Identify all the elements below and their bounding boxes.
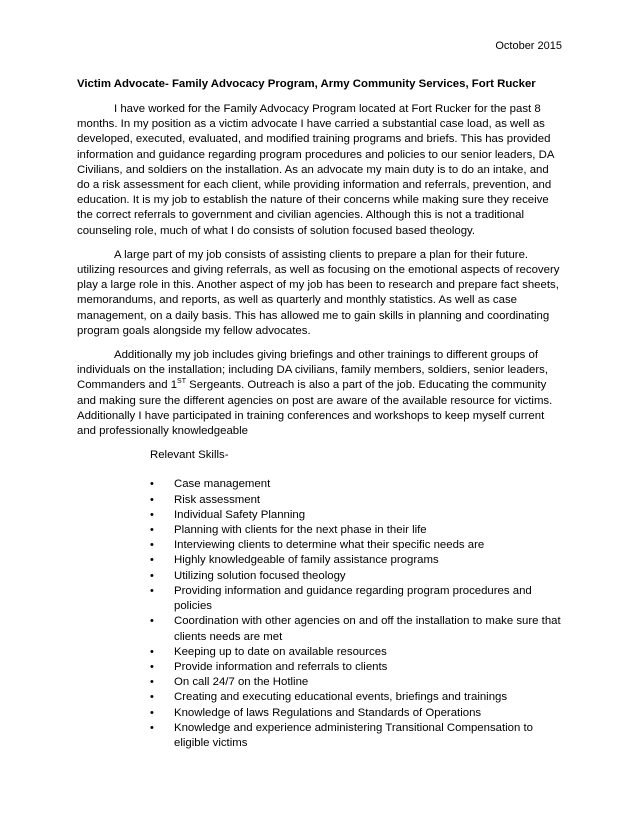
- date-header: October 2015: [495, 40, 562, 52]
- bullet-icon: •: [150, 660, 154, 673]
- paragraph-briefings-part1: Additionally my job includes giving briefings and other trainings to different groups of individuals on the installation; including DA civilians, family members, soldiers, senior leaders, Commanders and 1: [77, 349, 549, 392]
- skill-text: Knowledge and experience administering Transitional Compensation to eligible victims: [174, 721, 534, 749]
- bullet-icon: •: [150, 691, 154, 704]
- document-body: [77, 102, 562, 751]
- superscript-st: ST: [177, 378, 186, 386]
- skill-item: [150, 508, 562, 523]
- bullet-icon: •: [150, 508, 154, 521]
- skill-text: Providing information and guidance regarding program procedures and policies: [174, 584, 532, 613]
- bullet-icon: •: [150, 721, 154, 734]
- skill-text: Planning with clients for the next phase in their life: [174, 524, 427, 537]
- bullet-icon: •: [150, 645, 154, 658]
- skill-text: Risk assessment: [174, 493, 261, 506]
- bullet-icon: •: [150, 676, 154, 689]
- skill-text: Creating and executing educational events, briefings and trainings: [174, 691, 508, 704]
- bullet-icon: •: [150, 478, 154, 491]
- bullet-icon: •: [150, 706, 154, 719]
- skill-item: [150, 538, 562, 553]
- bullet-icon: •: [150, 554, 154, 567]
- skill-item: [150, 584, 562, 614]
- skill-item: [150, 493, 562, 508]
- skill-item: [150, 569, 562, 584]
- skill-text: Individual Safety Planning: [174, 508, 306, 521]
- skill-text: On call 24/7 on the Hotline: [174, 676, 309, 689]
- skill-text: Interviewing clients to determine what their specific needs are: [174, 539, 485, 552]
- skill-text: Knowledge of laws Regulations and Standards of Operations: [174, 706, 482, 719]
- skill-text: Utilizing solution focused theology: [174, 569, 346, 582]
- skill-text: Highly knowledgeable of family assistance programs: [174, 554, 439, 567]
- bullet-icon: •: [150, 615, 154, 628]
- skill-item: [150, 645, 562, 660]
- skill-item: [150, 553, 562, 568]
- paragraph-briefings: [77, 348, 562, 439]
- skill-item: [150, 706, 562, 721]
- skills-list: [77, 477, 562, 751]
- bullet-icon: •: [150, 539, 154, 552]
- skill-text: Keeping up to date on available resources: [174, 645, 387, 658]
- paragraph-experience: I have worked for the Family Advocacy Program located at Fort Rucker for the past 8 months. In my position as a victim advocate I have carried a substantial case load, as well as developed, executed, evaluated, and modified training programs and briefs. This has provided information and guidance regarding program procedures and policies to our senior leaders, DA Civilians, and soldiers on the installation. As an advocate my main duty is to do an intake, and do a risk assessment for each client, while providing information and referrals, prevention, and education. It is my job to establish the nature of their concerns while making sure they receive the correct referrals to government and civilian agencies. Although this is not a traditional counseling role, much of what I do consists of solution focused based theology.: [77, 103, 554, 237]
- skill-text: Coordination with other agencies on and off the installation to make sure that clients needs are met: [174, 615, 561, 643]
- skill-item: [150, 660, 562, 675]
- skill-item: [150, 477, 562, 492]
- skill-text: Case management: [174, 478, 271, 491]
- skill-item: [150, 721, 562, 751]
- job-title: Victim Advocate- Family Advocacy Program, Army Community Services, Fort Rucker: [77, 78, 536, 90]
- bullet-icon: •: [150, 569, 154, 582]
- bullet-icon: •: [150, 524, 154, 537]
- bullet-icon: •: [150, 493, 154, 506]
- paragraph-briefings-part2: Sergeants. Outreach is also a part of the job. Educating the community and making sure the different agencies on post are aware of the available resource for victims. Additionally I have participated in training conferences and workshops to keep myself current and professionally knowledgeable: [77, 379, 553, 438]
- skill-item: [150, 523, 562, 538]
- skill-item: [150, 675, 562, 690]
- paragraph-duties: A large part of my job consists of assisting clients to prepare a plan for their future. utilizing resources and giving referrals, as well as focusing on the emotional aspects of recovery play a large role in this. Another aspect of my job has been to research and prepare fact sheets, memorandums, and reports, as well as quarterly and monthly statistics. As well as case management, on a daily basis. This has allowed me to gain skills in planning and coordinating program goals alongside my fellow advocates.: [77, 248, 560, 337]
- skill-text: Provide information and referrals to clients: [174, 660, 388, 673]
- skills-heading: Relevant Skills-: [150, 449, 229, 462]
- skill-item: [150, 614, 562, 644]
- skill-item: [150, 690, 562, 705]
- bullet-icon: •: [150, 584, 154, 597]
